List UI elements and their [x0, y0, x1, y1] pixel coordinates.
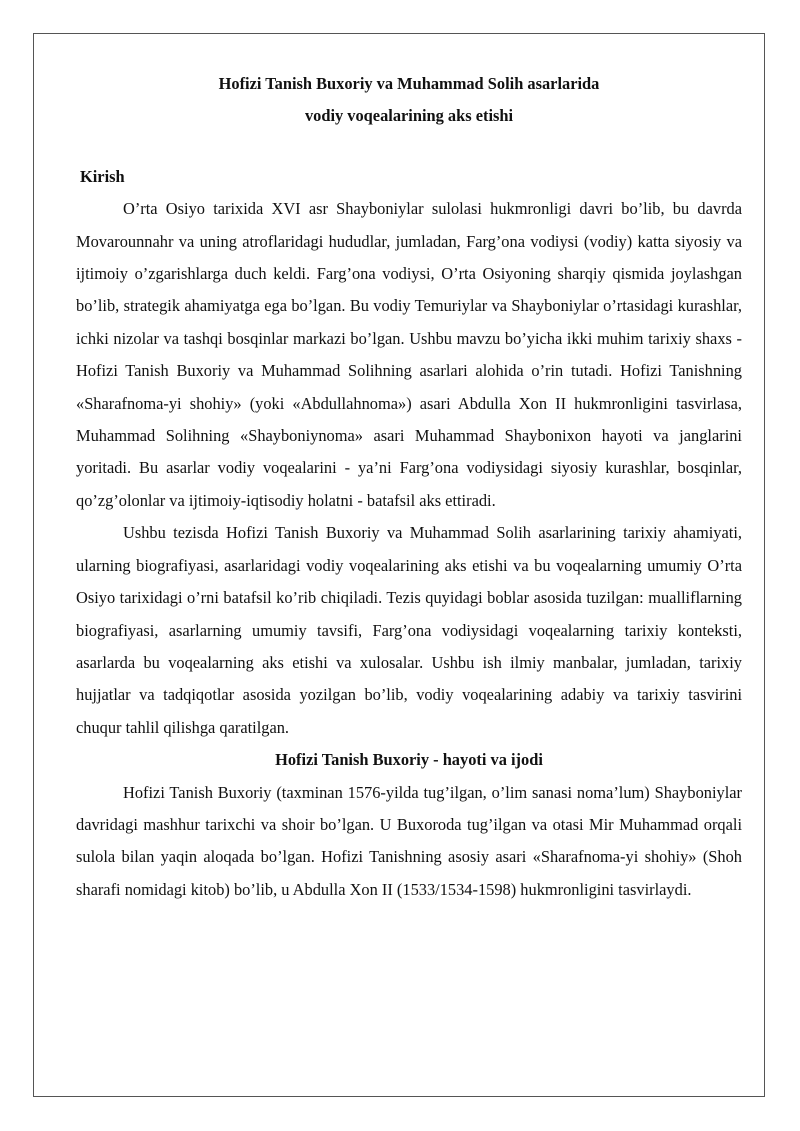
document-title-line-2: vodiy voqealarining aks etishi — [304, 106, 514, 126]
document-body — [76, 68, 742, 906]
section-heading-kirish: Kirish — [80, 166, 125, 186]
paragraph: O’rta Osiyo tarixida XVI asr Shayboniylar sulolasi hukmronligi davri bo’lib, bu davrda Movarounnahr va uning atroflaridagi hududlar, jumladan, Farg’ona vodiysi (vodiy) katta siyosiy va ijtimoiy o’zgarishlarga duch keldi. Farg’ona vodiysi, O’rta Osiyoning sharqiy qismida joylashgan bo’lib, strategik ahamiyatga ega bo’lgan. Bu vodiy Temuriylar va Shayboniylar o’rtasidagi kurashlar, ichki nizolar va tashqi bosqinlar markazi bo’lgan. Ushbu mavzu bo’yicha ikki muhim tarixiy shaxs - Hofizi Tanish Buxoriy va Muhammad Solihning asarlari alohida o’rin tutadi. Hofizi Tanishning «Sharafnoma-yi shohiy» (yoki «Abdullahnoma») asari Abdulla Xon II hukmronligini tasvirlasa, Muhammad Solihning «Shayboniynoma» asari Muhammad Shaybonixon hayoti va janglarini yoritadi. Bu asarlar vodiy voqealarini - ya’ni Farg’ona vodiysidagi siyosiy kurashlar, bosqinlar, qo’zg’olonlar va ijtimoiy-iqtisodiy holatni - batafsil aks ettiradi. — [76, 199, 742, 510]
document-title-line-1: Hofizi Tanish Buxoriy va Muhammad Solih asarlarida — [218, 74, 600, 93]
section-heading-biography: Hofizi Tanish Buxoriy - hayoti va ijodi — [275, 750, 543, 770]
paragraph: Hofizi Tanish Buxoriy (taxminan 1576-yilda tug’ilgan, o’lim sanasi noma’lum) Shayboniylar davridagi mashhur tarixchi va shoir bo’lgan. U Buxoroda tug’ilgan va otasi Mir Muhammad orqali sulola bilan yaqin aloqada bo’lgan. Hofizi Tanishning asosiy asari «Sharafnoma-yi shohiy» (Shoh sharafi nomidagi kitob) bo’lib, u Abdulla Xon II (1533/1534-1598) hukmronligini tasvirlaydi. — [76, 782, 742, 899]
paragraph: Ushbu tezisda Hofizi Tanish Buxoriy va Muhammad Solih asarlarining tarixiy ahamiyati, ularning biografiyasi, asarlaridagi vodiy voqealarining aks etishi va bu voqealarning umumiy O’rta Osiyo tarixidagi o’rni batafsil ko’rib chiqiladi. Tezis quyidagi boblar asosida tuzilgan: mualliflarning biografiyasi, asarlarning umumiy tavsifi, Farg’ona vodiysidagi voqealarning tarixiy konteksti, asarlarda bu voqealarning aks etishi va xulosalar. Ushbu ish ilmiy manbalar, jumladan, tarixiy hujjatlar va tadqiqotlar asosida yozilgan bo’lib, vodiy voqealarining adabiy va tarixiy tasvirini chuqur tahlil qilishga qaratilgan. — [76, 523, 742, 737]
title-spacer — [76, 133, 742, 161]
